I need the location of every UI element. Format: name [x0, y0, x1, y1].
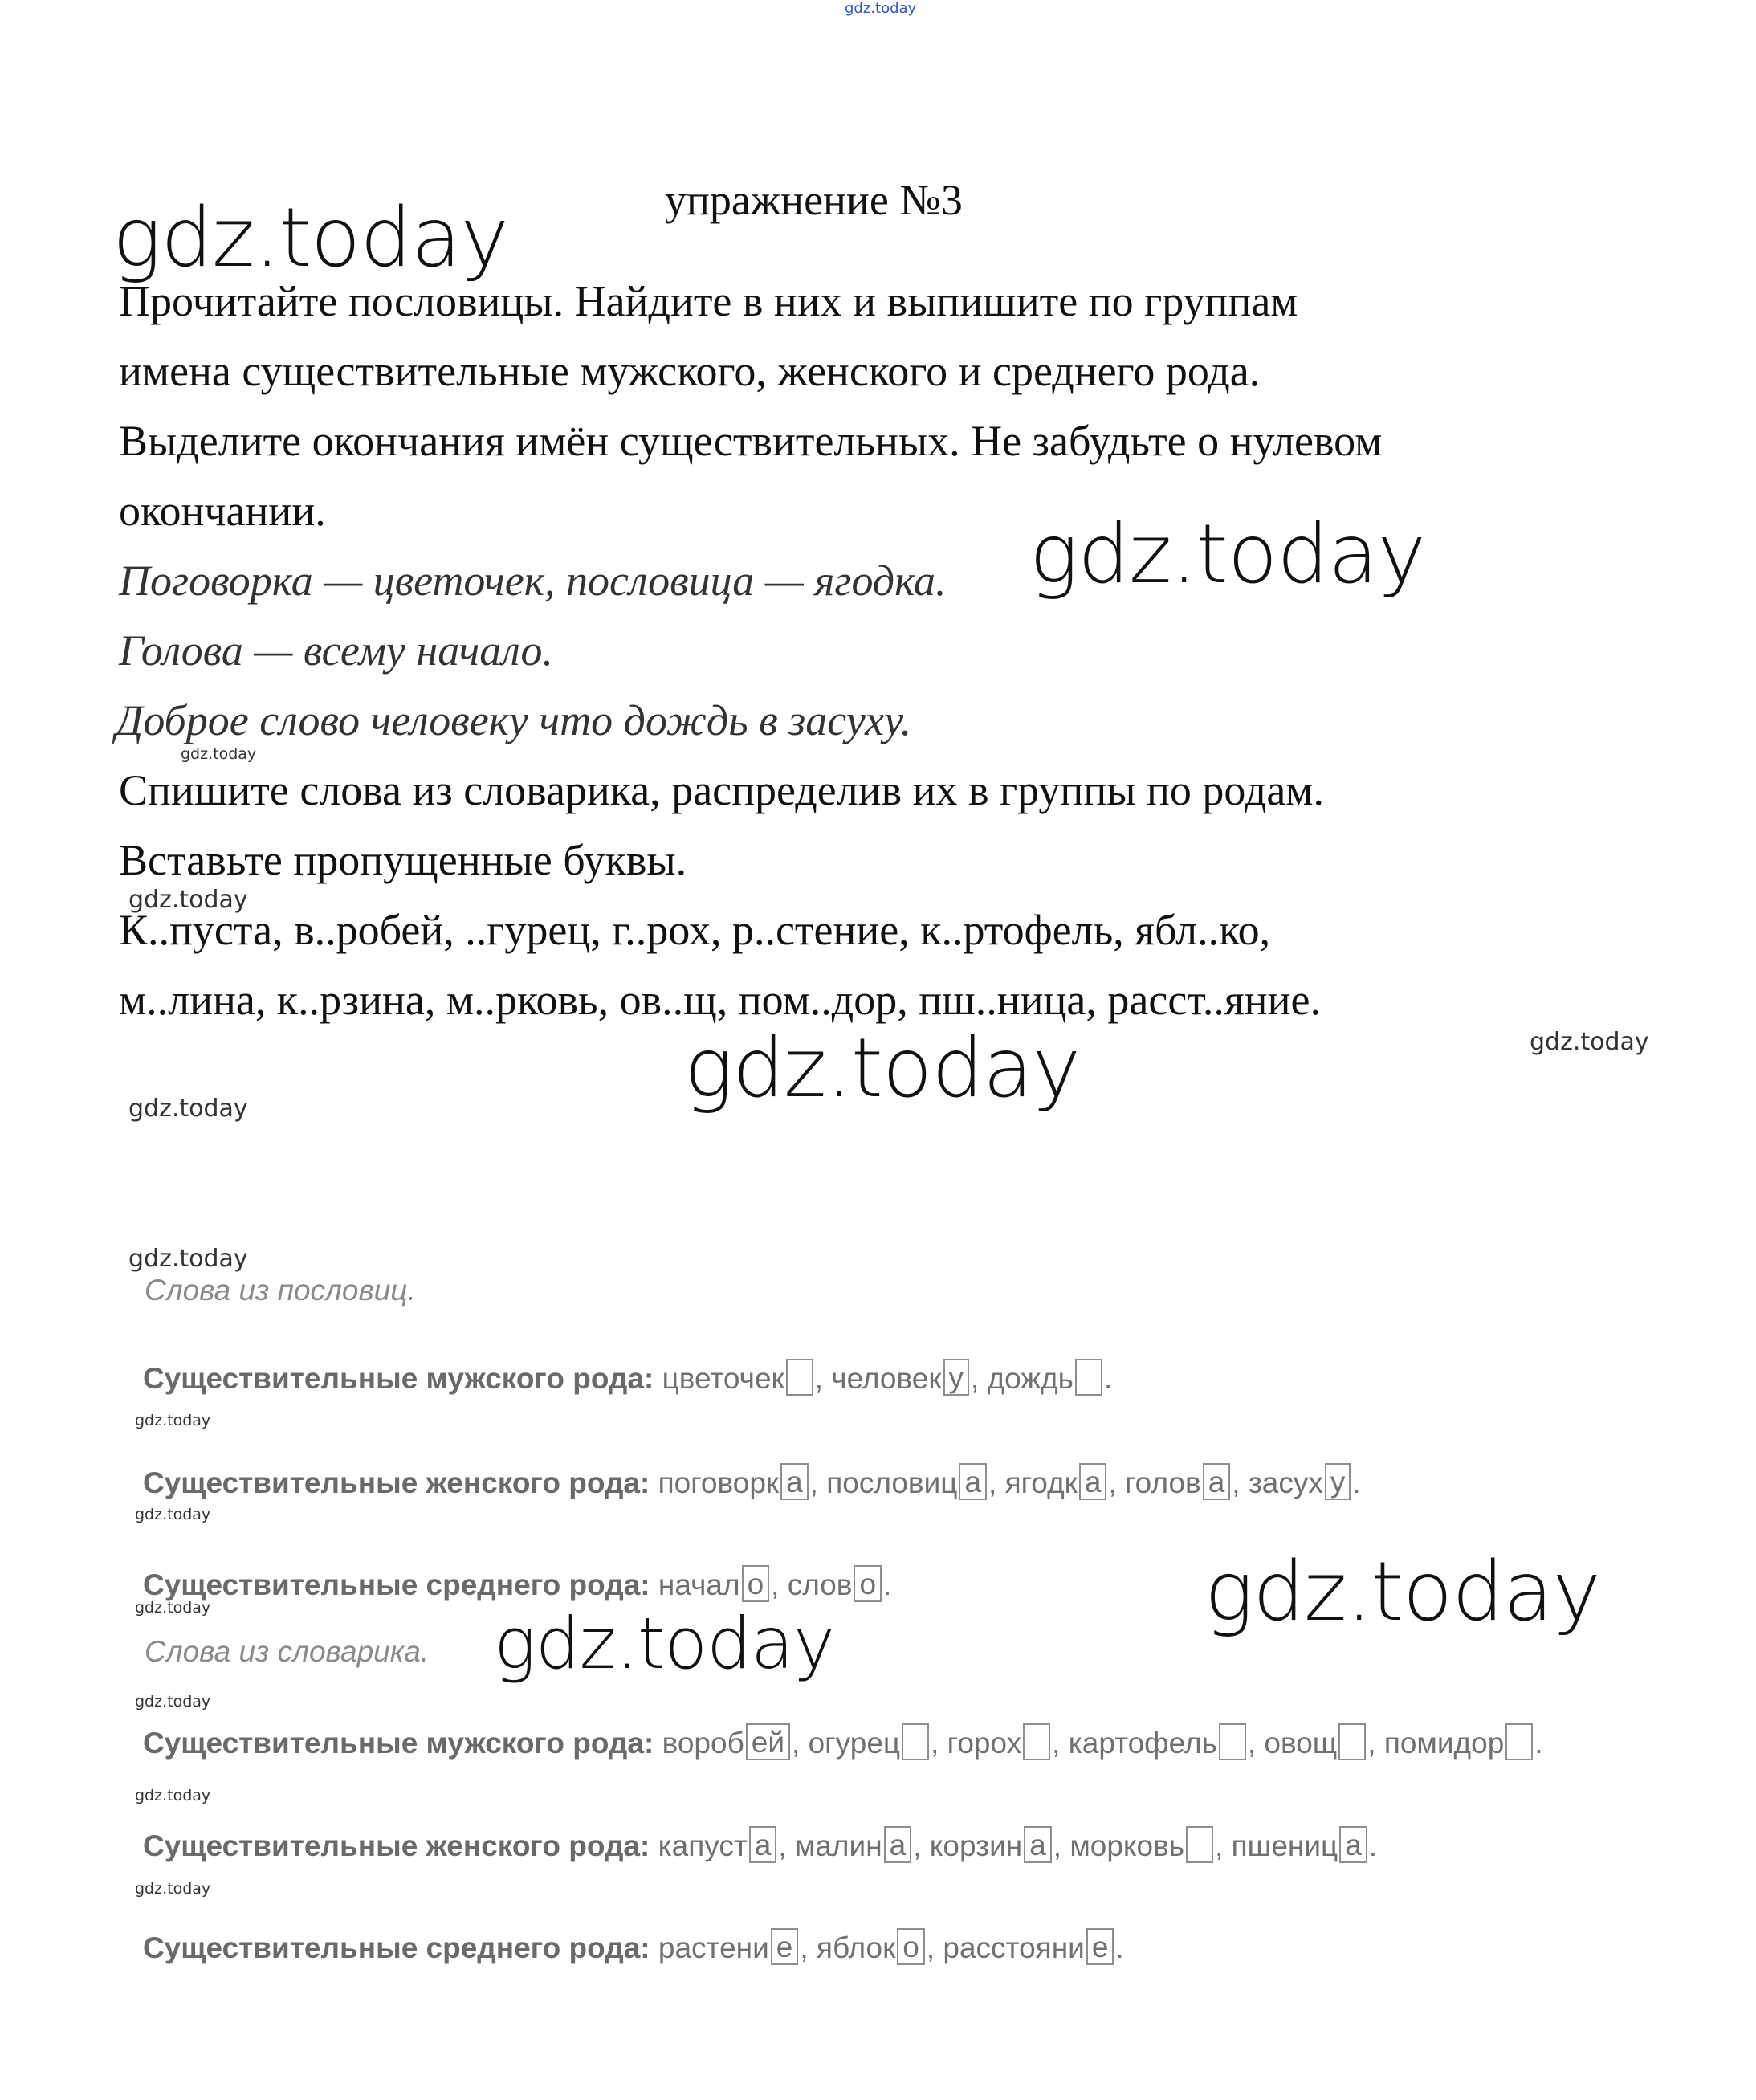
ending-box: а — [1203, 1463, 1231, 1500]
proverb-1: Поговорка — цветочек, пословица — ягодка. — [119, 557, 947, 605]
task2-line-1: Спишите слова из словарика, распределив их в группы по родам. — [119, 766, 1324, 814]
answer-word-stem: поговорк — [658, 1466, 780, 1499]
answer-word-stem: расстояни — [943, 1931, 1085, 1964]
instruction-line-3: Выделите окончания имён существительных. Не забудьте о нулевом — [119, 417, 1383, 465]
ending-box: а — [1024, 1826, 1052, 1863]
answer-words: поговорк а , пословиц а , ягодк а , голов а , засух у . — [658, 1466, 1361, 1499]
vocab-line-2: м..лина, к..рзина, м..рковь, ов..щ, пом..дор, пш..ница, расст..яние. — [119, 976, 1321, 1024]
answer-vocab-masc — [143, 1727, 1543, 1764]
ending-box: о — [742, 1565, 770, 1602]
watermark-small-7: gdz.today — [135, 1880, 211, 1898]
answer-words: цветочек , человек у , дождь . — [662, 1362, 1113, 1395]
answer-word-stem: помидор — [1383, 1726, 1505, 1760]
answer-word-stem: голов — [1125, 1466, 1201, 1499]
ending-box: а — [780, 1463, 809, 1500]
ending-box: а — [959, 1463, 987, 1500]
label-masc: Существительные мужского рода: — [143, 1361, 654, 1395]
watermark-large-5: gdz.today — [494, 1602, 835, 1685]
ending-box — [1338, 1723, 1366, 1760]
ending-box: а — [749, 1826, 777, 1863]
exercise-title: упражнение №3 — [665, 176, 963, 224]
proverb-2: Голова — всему начало. — [119, 626, 553, 675]
answer-word-stem: вороб — [662, 1726, 744, 1760]
answer-vocab-fem — [143, 1829, 1377, 1866]
answer-word-stem: человек — [831, 1361, 942, 1395]
answer-word-stem: пшениц — [1231, 1829, 1338, 1862]
ending-box: у — [943, 1359, 970, 1396]
vocab-line-1: К..пуста, в..робей, ..гурец, г..рох, р..стение, к..ртофель, ябл..ко, — [119, 906, 1271, 954]
answer-word-stem: овощ — [1264, 1726, 1338, 1760]
ending-box: ей — [746, 1723, 790, 1760]
watermark-large-2: gdz.today — [1029, 507, 1425, 602]
ending-box — [902, 1723, 929, 1760]
answer-word-stem: корзин — [929, 1829, 1023, 1862]
answer-word-stem: капуст — [658, 1829, 748, 1862]
answer-word-stem: начал — [658, 1568, 740, 1601]
ending-box: а — [884, 1826, 912, 1863]
label-fem: Существительные женского рода: — [143, 1829, 650, 1862]
answer-section1-title: Слова из пословиц. — [145, 1274, 416, 1307]
answer-word-stem: пословиц — [826, 1466, 958, 1499]
answer-word-stem: морковь — [1069, 1829, 1185, 1862]
label-neut: Существительные среднего рода: — [143, 1568, 650, 1601]
instruction-line-4: окончании. — [119, 487, 326, 535]
proverb-3: Доброе слово человеку что дождь в засуху. — [116, 696, 912, 744]
ending-box — [1023, 1723, 1050, 1760]
ending-box: а — [1339, 1826, 1367, 1863]
ending-box — [786, 1359, 813, 1396]
label-fem: Существительные женского рода: — [143, 1466, 650, 1499]
ending-box: о — [897, 1928, 925, 1965]
watermark-large-3: gdz.today — [684, 1021, 1080, 1116]
answer-word-stem: цветочек — [662, 1361, 784, 1395]
watermark-medium-2: gdz.today — [1530, 1028, 1649, 1056]
watermark-large-1: gdz.today — [112, 190, 508, 286]
watermark-medium-3: gdz.today — [128, 1095, 248, 1123]
answer-word-stem: растени — [658, 1931, 769, 1964]
label-neut: Существительные среднего рода: — [143, 1931, 650, 1964]
answer-word-stem: дождь — [987, 1361, 1074, 1395]
watermark-small-1: gdz.today — [181, 745, 257, 763]
ending-box: о — [854, 1565, 882, 1602]
watermark-large-4: gdz.today — [1204, 1544, 1600, 1640]
task2-line-2: Вставьте пропущенные буквы. — [119, 836, 687, 884]
answer-proverbs-masc — [143, 1362, 1112, 1399]
answer-words: растени е , яблок о , расстояни е . — [658, 1931, 1124, 1964]
watermark-small-6: gdz.today — [135, 1787, 211, 1804]
ending-box: е — [771, 1928, 799, 1965]
answer-words: капуст а , малин а , корзин а , морковь , пшениц а . — [658, 1829, 1377, 1862]
answer-words: начал о , слов о . — [658, 1568, 891, 1601]
answer-word-stem: яблок — [816, 1931, 896, 1964]
watermark-small-5: gdz.today — [135, 1693, 211, 1711]
label-masc: Существительные мужского рода: — [143, 1726, 654, 1760]
answer-words: вороб ей , огурец , горох , картофель , овощ , помидор . — [662, 1727, 1543, 1760]
answer-proverbs-fem — [143, 1466, 1361, 1503]
answer-word-stem: засух — [1248, 1466, 1323, 1499]
instruction-line-1: Прочитайте пословицы. Найдите в них и выпишите по группам — [119, 277, 1298, 325]
instruction-line-2: имена существительные мужского, женского и среднего рода. — [119, 347, 1261, 395]
ending-box: е — [1086, 1928, 1114, 1965]
answer-vocab-neut — [143, 1931, 1124, 1968]
answer-word-stem: ягодк — [1004, 1466, 1078, 1499]
ending-box: а — [1079, 1463, 1107, 1500]
answer-proverbs-neut — [143, 1568, 891, 1605]
ending-box — [1075, 1359, 1102, 1396]
answer-word-stem: огурец — [808, 1726, 901, 1760]
answer-word-stem: горох — [947, 1726, 1022, 1760]
answer-word-stem: слов — [787, 1568, 853, 1601]
watermark-small-3: gdz.today — [135, 1506, 211, 1523]
answer-word-stem: малин — [794, 1829, 882, 1862]
watermark-top: gdz.today — [845, 0, 917, 17]
answer-section2-title: Слова из словарика. — [145, 1635, 430, 1668]
watermark-medium-1: gdz.today — [128, 886, 248, 914]
ending-box: у — [1325, 1463, 1351, 1500]
watermark-small-2: gdz.today — [135, 1412, 211, 1429]
watermark-small-4: gdz.today — [135, 1599, 211, 1617]
ending-box — [1505, 1723, 1533, 1760]
answer-word-stem: картофель — [1068, 1726, 1217, 1760]
watermark-medium-4: gdz.today — [128, 1245, 248, 1273]
ending-box — [1219, 1723, 1246, 1760]
ending-box — [1186, 1826, 1213, 1863]
